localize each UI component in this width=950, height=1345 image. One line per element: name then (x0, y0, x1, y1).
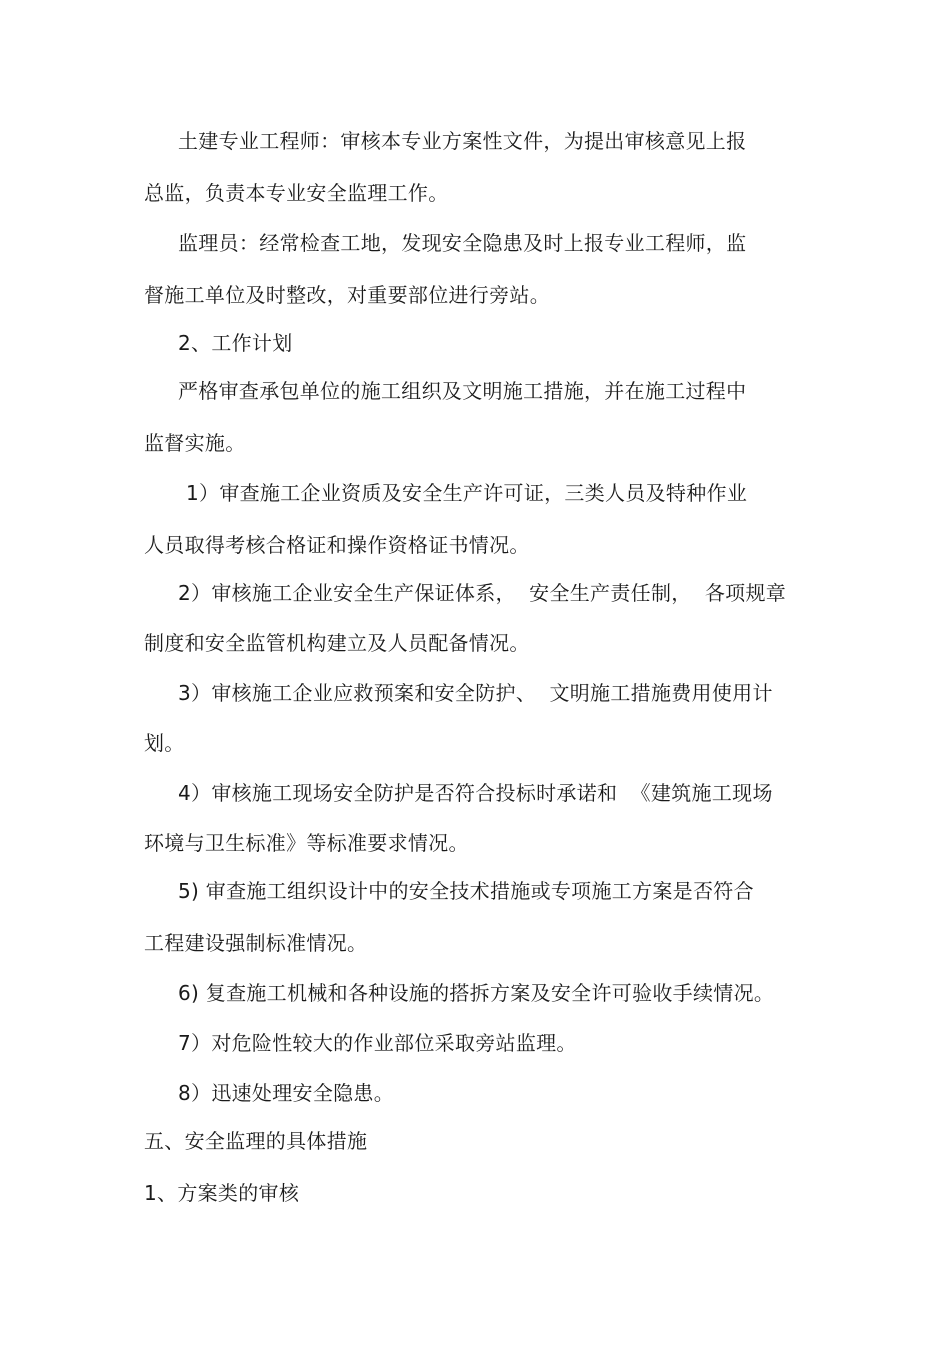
paragraph-civil-engineer-line-2: 总监，负责本专业安全监理工作。 (144, 181, 449, 205)
paragraph-supervisor-line-1: 监理员：经常检查工地，发现安全隐患及时上报专业工程师，监 (178, 231, 747, 255)
list-item-4-line-2: 环境与卫生标准》等标准要求情况。 (144, 831, 469, 855)
list-item-1-line-2: 人员取得考核合格证和操作资格证书情况。 (144, 533, 530, 557)
list-item-4-line-1: 4）审核施工现场安全防护是否符合投标时承诺和 《建筑施工现场 (178, 781, 773, 805)
section-heading-work-plan: 2、工作计划 (178, 331, 293, 355)
paragraph-review-line-1: 严格审查承包单位的施工组织及文明施工措施，并在施工过程中 (178, 379, 747, 403)
list-item-7: 7）对危险性较大的作业部位采取旁站监理。 (178, 1031, 577, 1055)
paragraph-civil-engineer-line-1: 土建专业工程师：审核本专业方案性文件，为提出审核意见上报 (178, 129, 747, 153)
paragraph-supervisor-line-2: 督施工单位及时整改，对重要部位进行旁站。 (144, 283, 550, 307)
paragraph-review-line-2: 监督实施。 (144, 431, 246, 455)
section-heading-safety-measures: 五、安全监理的具体措施 (144, 1129, 368, 1153)
list-item-5-line-2: 工程建设强制标准情况。 (144, 931, 368, 955)
list-item-2-line-1: 2）审核施工企业安全生产保证体系， 安全生产责任制， 各项规章 (178, 581, 787, 605)
list-item-3-line-2: 划。 (144, 731, 185, 755)
list-item-5-line-1: 5) 审查施工组织设计中的安全技术措施或专项施工方案是否符合 (178, 879, 754, 903)
list-item-8: 8）迅速处理安全隐患。 (178, 1081, 395, 1105)
list-item-3-line-1: 3）审核施工企业应救预案和安全防护、 文明施工措施费用使用计 (178, 681, 773, 705)
list-item-1-line-1: 1）审查施工企业资质及安全生产许可证，三类人员及特种作业 (186, 481, 748, 505)
list-item-6: 6) 复查施工机械和各种设施的搭拆方案及安全许可验收手续情况。 (178, 981, 775, 1005)
subsection-heading-plan-review: 1、方案类的审核 (144, 1181, 300, 1205)
list-item-2-line-2: 制度和安全监管机构建立及人员配备情况。 (144, 631, 530, 655)
